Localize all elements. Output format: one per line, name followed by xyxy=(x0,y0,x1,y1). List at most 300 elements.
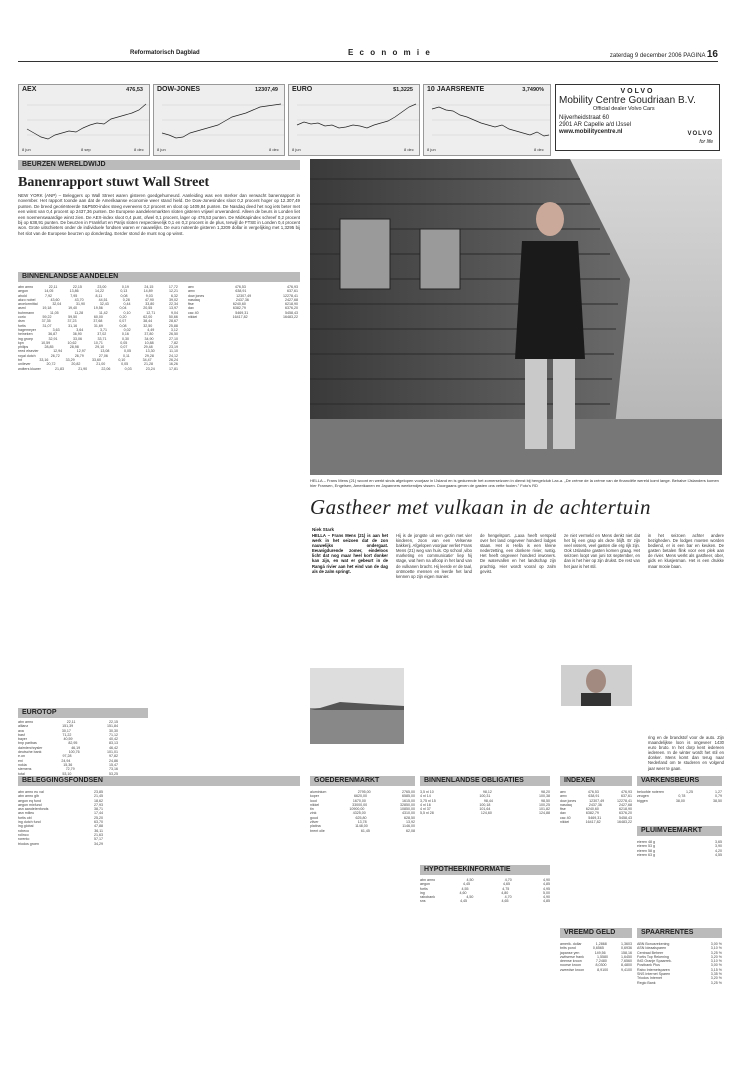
table-row xyxy=(637,799,722,803)
ad-logo: VOLVO xyxy=(687,131,713,137)
table-cell-value: 19,18 xyxy=(42,306,52,311)
table-cell-value: 637,61 xyxy=(286,289,298,294)
table-cell-value: 97,82 xyxy=(109,754,118,759)
dowjones-title: DOW-JONES xyxy=(157,86,201,93)
beleggingsfondsen-table xyxy=(18,790,103,1060)
table-cell-value: 2765,00 xyxy=(401,790,415,794)
table-cell-value: 4,70 xyxy=(504,878,512,882)
table-cell-name: aegon xyxy=(420,882,430,887)
table-cell-value: 0,10 xyxy=(118,358,126,363)
table-cell-value: 60,00 xyxy=(93,315,103,320)
table-cell-value: 72,79 xyxy=(65,767,75,772)
table-cell-value: 101,82 xyxy=(538,807,550,812)
masthead xyxy=(18,48,718,62)
table-cell-value: 8,4800 xyxy=(620,963,632,968)
table-cell-value: 4,90 xyxy=(542,878,550,882)
table-cell-value: 149,56 xyxy=(594,950,606,955)
landscape-photo xyxy=(310,668,404,744)
table-cell-name: aegon mixfund xyxy=(18,802,42,807)
table-cell-value: 71,12 xyxy=(108,732,118,737)
table-cell-value: 11,28 xyxy=(74,310,84,315)
table-cell-value: 24,15 xyxy=(144,285,154,289)
table-cell-value: 0,16 xyxy=(121,332,129,337)
rente-value: 3,7490% xyxy=(522,87,544,93)
table-cell-value: 10,88 xyxy=(144,340,154,345)
table-cell-value: 63,70 xyxy=(94,820,103,825)
table-cell-value: 20,55 xyxy=(143,306,153,311)
table-cell-value: 15,47 xyxy=(109,762,118,767)
table-cell-name: dow jones xyxy=(560,798,577,803)
table-cell-value: 32,91 xyxy=(48,336,58,341)
rente-x-end: 8 dec xyxy=(534,147,544,152)
table-cell-value: 0,04 xyxy=(119,306,127,311)
table-cell-value: 30,30 xyxy=(108,728,118,733)
table-cell-value: 33,29 xyxy=(65,358,75,363)
table-cell-name: abn amro xyxy=(18,285,34,289)
table-row xyxy=(188,315,298,319)
table-cell-value: 0,03 xyxy=(124,366,132,371)
table-cell-value: 32850,00 xyxy=(399,802,415,807)
page-date: zaterdag 9 december 2006 xyxy=(609,53,682,59)
table-cell-value: 26,79 xyxy=(74,353,84,358)
table-cell-name: unilever xyxy=(18,362,31,367)
ad-brand: VOLVO xyxy=(620,88,655,95)
table-cell-value: 16483,22 xyxy=(616,820,632,825)
aandelen-stijgers-table xyxy=(188,285,298,705)
table-cell-value: 0,6936 xyxy=(620,946,632,951)
table-cell-value: 1,25 xyxy=(685,790,693,794)
table-cell-name: aex xyxy=(188,285,194,289)
table-cell-name: fortis xyxy=(420,886,428,891)
table-cell-value: 27,10 xyxy=(169,336,178,341)
table-cell-value: 2427,68 xyxy=(618,802,632,807)
table-cell-value: 19,40 xyxy=(68,306,78,311)
table-cell-name: amx xyxy=(560,794,567,799)
table-cell-value: 100,38 xyxy=(538,794,550,799)
table-cell-name: dax xyxy=(560,811,566,816)
table-cell-value: 10850,00 xyxy=(399,807,415,812)
article-headline: Banenrapport stuwt Wall Street xyxy=(18,175,210,190)
table-cell-value: 0,13 xyxy=(120,289,128,294)
table-cell-value: 40,59 xyxy=(63,737,73,742)
table-cell-value: 12278,41 xyxy=(617,798,632,803)
table-cell-name: noorse kroon xyxy=(560,963,581,968)
table-cell-value: 97,28 xyxy=(62,754,72,759)
table-cell-name: koper xyxy=(310,794,319,799)
aex-x-start: 8 jun xyxy=(22,147,31,152)
table-cell-name: eieren 58 g xyxy=(637,848,655,853)
portrait-photo xyxy=(561,665,632,706)
table-cell-name: 3,5 nl 10 xyxy=(420,790,434,794)
ad-dealer: Official dealer Volvo Cars xyxy=(593,106,655,112)
indexen-table xyxy=(560,790,632,900)
table-cell-value: 6382,79 xyxy=(232,306,246,311)
table-cell-value: 28,85 xyxy=(44,345,54,350)
table-cell-value: 53,25 xyxy=(108,771,118,776)
table-cell-value: 4325,00 xyxy=(352,811,366,816)
table-cell-value: 38,00 xyxy=(675,798,685,803)
table-cell-value: 3,20 % xyxy=(710,954,722,959)
table-cell-value: 1,27 xyxy=(714,790,722,794)
table-cell-value: 31,69 xyxy=(93,323,103,328)
table-cell-name: kpn xyxy=(18,340,24,345)
section-hypotheek: HYPOTHEEKINFORMATIE xyxy=(420,865,550,875)
feature-photo-caption: HELLA – Frans Mens (21) woont en werkt sinds afgelopen voorjaar in IJsland en is gedurende het zomerseizoen in dienst bij hengelclub Lax-a. „De crème de la crème van de financiële wereld komt lange. Behalve IJslanders komen hier Fransen, Engelsen, Amerikanen en Japanners weekendjes vissen. Doorgaans geven de gasten ons vette fooien." Foto's RD xyxy=(310,478,719,488)
table-cell-name: aex xyxy=(560,790,566,794)
table-cell-value: 100,31 xyxy=(479,794,491,799)
table-cell-value: 151,84 xyxy=(106,724,118,729)
dowjones-x-end: 8 dec xyxy=(269,147,279,152)
table-cell-value: 53,10 xyxy=(62,771,72,776)
table-cell-value: 3,35 % xyxy=(710,972,722,977)
table-cell-name: royal dutch xyxy=(18,353,36,358)
table-cell-value: 4,50 xyxy=(466,895,474,900)
table-cell-name: akzo nobel xyxy=(18,297,36,302)
feature-col4: in het seizoen achter andere bezigheden. De lodges moeten worden bediend, er is een bar en keuken. De gasten betalen flink voor een plek aan de rivier. Mens werkt als gastheer, ober, gids en klusjesman. Het is een drukke maar mooie baan. xyxy=(648,533,724,569)
feature-col2: de hengelsport. „Laxa heeft verspeld over het land ongeveer honderd lodges staan. Het is Hella is een kleine nederzetting, een donkere rivier, rustig. Het heeft ongeveer honderd inwoners. De watervallen en het landschap zijn prachtig. Hier wordt vooral op zalm gevist. xyxy=(480,533,556,574)
rente-chart xyxy=(423,84,551,156)
table-cell-value: 1,6450 xyxy=(621,954,632,959)
table-cell-value: 1670,00 xyxy=(352,798,366,803)
table-cell-name: dow jones xyxy=(188,293,205,298)
table-cell-name: eni xyxy=(18,758,23,763)
table-cell-value: 6585,00 xyxy=(402,794,415,799)
feature-photo xyxy=(310,159,722,475)
page-number: 16 xyxy=(706,49,718,60)
table-cell-value: 30,17 xyxy=(61,728,71,733)
table-cell-value: 31,07 xyxy=(42,323,52,328)
table-cell-value: 44,51 xyxy=(98,297,108,302)
table-cell-value: 9,4100 xyxy=(620,967,632,972)
table-cell-value: 4,95 xyxy=(543,886,550,891)
obligaties-table xyxy=(420,790,550,860)
table-cell-value: 14,05 xyxy=(44,289,54,294)
table-cell-value: 4,65 xyxy=(501,899,509,904)
table-cell-name: eieren 48 g xyxy=(637,840,655,844)
table-cell-name: eieren 53 g xyxy=(637,844,655,849)
ad-tagline: for life xyxy=(699,139,713,145)
euro-value: $1,3225 xyxy=(393,87,413,93)
table-cell-name: fortis obl xyxy=(18,815,32,820)
table-cell-value: 61,45 xyxy=(360,828,370,833)
table-cell-value: 33,71 xyxy=(97,336,107,341)
table-cell-value: 23,24 xyxy=(145,366,155,371)
table-cell-value: 24,86 xyxy=(108,758,118,763)
table-cell-value: 3,10 % xyxy=(710,946,722,951)
table-cell-value: 2427,68 xyxy=(284,297,298,302)
table-cell-name: zeugen xyxy=(637,794,649,799)
table-cell-value: 3,25 % xyxy=(710,950,722,955)
table-cell-value: 0,78 xyxy=(678,794,686,799)
table-cell-name: brits pond xyxy=(560,946,576,951)
aex-value: 476,53 xyxy=(126,87,143,93)
table-cell-value: 100,18 xyxy=(479,802,491,807)
table-cell-value: 29,10 xyxy=(95,345,105,350)
table-cell-name: cac 40 xyxy=(188,310,199,315)
table-cell-value: 43,60 xyxy=(50,297,60,302)
table-cell-value: 3,65 xyxy=(715,840,722,844)
table-cell-value: 628,50 xyxy=(404,815,415,820)
section-indexen: INDEXEN xyxy=(560,776,632,786)
table-cell-value: 0,08 xyxy=(119,323,127,328)
table-cell-value: 3,00 % xyxy=(710,963,722,968)
table-cell-value: 638,91 xyxy=(235,289,247,294)
table-cell-value: 100,25 xyxy=(538,802,550,807)
table-cell-value: 14,89 xyxy=(143,289,153,294)
table-cell-value: 33000,00 xyxy=(352,802,368,807)
table-cell-value: 21,90 xyxy=(78,366,88,371)
table-cell-value: 29,28 xyxy=(144,353,154,358)
table-cell-value: 3,15 % xyxy=(710,967,722,972)
table-cell-value: 36,87 xyxy=(48,332,58,337)
table-cell-name: asml xyxy=(18,306,26,311)
section-obligaties: BINNENLANDSE OBLIGATIES xyxy=(420,776,550,786)
table-cell-value: 2795,00 xyxy=(357,790,371,794)
euro-line xyxy=(289,95,421,157)
table-cell-name: zilver xyxy=(310,820,319,825)
table-cell-name: corio xyxy=(18,315,26,320)
table-cell-value: 6218,90 xyxy=(618,807,632,812)
table-cell-name: zink xyxy=(310,811,317,816)
table-cell-value: 98,20 xyxy=(540,790,550,794)
table-cell-value: 27,06 xyxy=(98,353,108,358)
table-cell-value: 3,25 % xyxy=(710,980,722,985)
table-cell-value: 27,93 xyxy=(94,802,103,807)
table-cell-value: 16417,82 xyxy=(585,820,601,825)
table-cell-value: 24,12 xyxy=(168,353,178,358)
table-cell-value: 34,29 xyxy=(94,841,103,846)
table-cell-value: 22,11 xyxy=(66,720,76,724)
table-cell-value: 3,90 xyxy=(715,844,722,849)
table-cell-value: 40,42 xyxy=(109,737,118,742)
table-cell-value: 8,9100 xyxy=(597,967,609,972)
table-cell-value: 4,85 xyxy=(543,899,550,904)
table-cell-name: aegon eq fund xyxy=(18,798,41,803)
table-cell-name: Regio Bank xyxy=(637,980,656,985)
table-cell-value: 12,21 xyxy=(168,289,178,294)
table-cell-value: 3,10 % xyxy=(710,959,722,964)
table-cell-name: dax xyxy=(188,306,194,311)
table-cell-value: 1615,00 xyxy=(401,798,415,803)
aex-x-mid: 8 sep xyxy=(81,147,91,152)
feature-col1-start xyxy=(312,650,388,665)
table-cell-value: 37,80 xyxy=(144,332,154,337)
table-cell-value: 38,44 xyxy=(143,319,153,324)
table-cell-name: ing dutch fund xyxy=(18,820,41,825)
table-cell-name: eieren 63 g xyxy=(637,852,655,857)
table-cell-name: deutsche bank xyxy=(18,750,42,755)
table-cell-value: 26,72 xyxy=(50,353,60,358)
table-cell-value: 39,02 xyxy=(168,297,178,302)
pluimvee-table xyxy=(637,840,722,890)
table-cell-name: ABN Bonusrekening xyxy=(637,942,670,946)
table-cell-name: platina xyxy=(310,824,321,829)
table-cell-value: 57,17 xyxy=(94,837,103,842)
table-cell-value: 17,81 xyxy=(169,366,178,371)
table-cell-value: 28,98 xyxy=(69,345,79,350)
table-cell-value: 34,90 xyxy=(144,336,154,341)
table-cell-value: 0,05 xyxy=(120,340,128,345)
table-cell-name: Fortis Top Rekening xyxy=(637,954,669,959)
euro-chart xyxy=(288,84,420,156)
table-cell-value: 21,83 xyxy=(54,366,64,371)
table-cell-value: 101,64 xyxy=(479,807,491,812)
feature-byline: Niek Stark xyxy=(312,527,335,532)
table-cell-value: 6240,60 xyxy=(585,807,599,812)
table-row xyxy=(310,829,415,833)
table-cell-value: 0,79 xyxy=(714,794,722,799)
table-cell-name: SNS Internet Sparen xyxy=(637,972,671,977)
table-cell-name: ing global xyxy=(18,824,34,829)
table-cell-value: 37,68 xyxy=(93,319,103,324)
euro-x-start: 8 jun xyxy=(292,147,301,152)
table-cell-value: 22,15 xyxy=(72,285,82,289)
table-cell-value: 98,50 xyxy=(540,798,550,803)
table-cell-value: 32,50 xyxy=(143,323,153,328)
table-cell-value: 0,20 xyxy=(119,315,127,320)
table-cell-value: 22,34 xyxy=(168,302,178,307)
table-cell-value: 0,05 xyxy=(121,362,129,367)
table-cell-value: 3,71 xyxy=(99,327,107,332)
table-cell-value: 476,93 xyxy=(620,790,632,794)
table-cell-name: lood xyxy=(310,798,317,803)
table-cell-value: 4,55 xyxy=(461,886,469,891)
table-cell-name: Triodos Internet xyxy=(637,976,663,981)
table-cell-name: asn milieu xyxy=(18,811,35,816)
aex-title: AEX xyxy=(22,86,37,93)
table-cell-value: 4,20 xyxy=(715,848,722,853)
table-cell-value: 33,60 xyxy=(91,358,101,363)
table-cell-name: hagemeyer xyxy=(18,327,36,332)
table-cell-value: 29,48 xyxy=(143,345,153,350)
table-cell-value: 10900,00 xyxy=(349,807,365,812)
table-cell-name: arcelormittal xyxy=(18,302,38,307)
table-cell-name: basf xyxy=(18,732,25,737)
table-cell-value: 83,13 xyxy=(109,741,118,746)
volvo-ad[interactable] xyxy=(555,84,720,151)
section-vreemd-geld: VREEMD GELD xyxy=(560,928,632,938)
table-cell-name: nokia xyxy=(18,762,27,767)
table-cell-name: axa xyxy=(18,728,24,733)
table-cell-value: 31,90 xyxy=(76,302,86,307)
table-cell-value: 4,65 xyxy=(503,882,510,887)
table-cell-value: 33,80 xyxy=(145,302,155,307)
table-cell-name: aegon xyxy=(18,289,28,294)
section-beurzen: BEURZEN WERELDWIJD xyxy=(18,160,300,170)
table-cell-value: 12307,49 xyxy=(589,798,605,803)
table-row xyxy=(420,899,550,903)
table-cell-name: beloofde noteren xyxy=(637,790,664,794)
table-cell-name: total xyxy=(18,771,25,776)
table-cell-value: 476,53 xyxy=(587,790,599,794)
table-cell-value: 10,62 xyxy=(67,340,77,345)
table-cell-value: 7,92 xyxy=(45,293,53,298)
table-cell-value: 20,82 xyxy=(71,362,81,367)
table-cell-name: abn amro xyxy=(18,720,34,724)
table-cell-name: zweedse kroon xyxy=(560,967,585,972)
table-cell-value: 11,05 xyxy=(49,310,59,315)
table-cell-value: 11,10 xyxy=(169,349,178,354)
table-cell-value: 36,11 xyxy=(94,828,103,833)
table-cell-value: 4,80 xyxy=(501,890,509,895)
table-cell-value: 9,03 xyxy=(145,293,153,298)
dowjones-chart xyxy=(153,84,285,156)
table-cell-value: 46,42 xyxy=(109,745,118,750)
table-cell-value: 1,3603 xyxy=(620,942,632,946)
table-cell-name: nikkel xyxy=(310,802,320,807)
table-cell-value: 0,28 xyxy=(122,297,130,302)
table-cell-value: 0,07 xyxy=(120,345,128,350)
table-cell-value: 12,94 xyxy=(53,349,63,354)
table-cell-name: philips xyxy=(18,345,29,350)
table-cell-value: 124,60 xyxy=(480,811,492,816)
table-cell-name: robeco xyxy=(18,828,29,833)
section-eurotop: EUROTOP xyxy=(18,708,148,718)
table-cell-name: biggen xyxy=(637,798,648,803)
table-cell-name: aluminium xyxy=(310,790,327,794)
table-cell-value: 7,95 xyxy=(70,293,78,298)
table-cell-value: 47,88 xyxy=(94,824,103,829)
table-cell-name: 5,5 nl 28 xyxy=(420,811,434,816)
table-cell-value: 0,10 xyxy=(123,310,131,315)
table-row xyxy=(560,968,632,972)
table-cell-value: 12278,41 xyxy=(283,293,298,298)
feature-col1: Hij is de jongste uit een gezin met vier kinderen, zoon van een Velsense bakkerij. Afgelopen voorjaar verliet Frans Mens (21) weg van huis. Op school ‚vibo marketing en communicatie' liep hij stage, wat hem na afloop in het land van de vulkanen bracht. Hij leerde er de taal, ontmoette mensen en leerde het land kennen op zijn eigen manier. xyxy=(396,533,472,579)
aex-fondsen-table xyxy=(18,285,178,705)
table-row xyxy=(637,853,722,857)
table-cell-value: 5,00 xyxy=(543,890,550,895)
table-cell-value: 8,11 xyxy=(95,293,103,298)
table-cell-value: 1146,00 xyxy=(402,824,415,829)
feature-col3: ze niet vermeld en Mens denkt niet dat het bij een grap als deze blijft. Er zijn veel vissers, veel gasten die erg rijk zijn. Ook IJslandse gasten komen graag. Het seizoen loopt van juni tot september, en dan is het hier op zijn drukst. De rest van het jaar is het stil. xyxy=(564,533,640,569)
eurotop-table xyxy=(18,720,118,776)
goederenmarkt-table xyxy=(310,790,415,1060)
table-cell-name: amerik. dollar xyxy=(560,942,582,946)
table-cell-value: 98,12 xyxy=(482,790,492,794)
table-cell-value: 158,16 xyxy=(620,950,632,955)
table-cell-name: triodos groen xyxy=(18,841,39,846)
table-cell-name: fortis xyxy=(18,323,26,328)
table-cell-name: rolinco xyxy=(18,832,29,837)
table-cell-value: 4,85 xyxy=(543,882,550,887)
table-cell-value: 13,92 xyxy=(405,820,415,825)
feature-lead: HELLA – Frans Mens (21) is aan het werk in het seizoen dat de zon nauwelijks ondergaat. Eeuwigdurende zomer, eindeloos licht dat nog maar heel kort donker kan zijn, en wat er gebeurt in de Rangá rivier aan het eind van de dag als de zalm springt. xyxy=(312,533,388,574)
table-cell-value: 43,70 xyxy=(74,297,84,302)
table-cell-name: abn amro glb xyxy=(18,794,39,799)
table-cell-name: japanse yen xyxy=(560,950,580,955)
table-cell-value: 46,19 xyxy=(71,745,81,750)
hypotheek-table xyxy=(420,878,550,928)
table-cell-value: 2437,36 xyxy=(235,297,249,302)
portrait-image xyxy=(561,665,632,706)
table-row xyxy=(420,811,550,815)
table-cell-value: 5458,43 xyxy=(619,815,632,820)
table-cell-value: 1,2868 xyxy=(595,942,607,946)
table-cell-name: nikkei xyxy=(188,315,198,320)
table-cell-value: 476,93 xyxy=(286,285,298,289)
table-cell-name: siemens xyxy=(18,767,32,772)
table-cell-value: 31,16 xyxy=(68,323,78,328)
table-cell-name: rabobank xyxy=(420,895,435,900)
table-cell-name: goud xyxy=(310,815,318,820)
table-cell-value: 13,97 xyxy=(169,306,178,311)
section-binnenlandse-aandelen: BINNENLANDSE AANDELEN xyxy=(18,272,300,282)
table-cell-value: 36,90 xyxy=(72,332,82,337)
table-row xyxy=(560,820,632,824)
table-row xyxy=(18,367,178,371)
ad-website-link[interactable]: www.mobilitycentre.nl xyxy=(559,129,623,135)
table-cell-value: 28,67 xyxy=(168,319,178,324)
